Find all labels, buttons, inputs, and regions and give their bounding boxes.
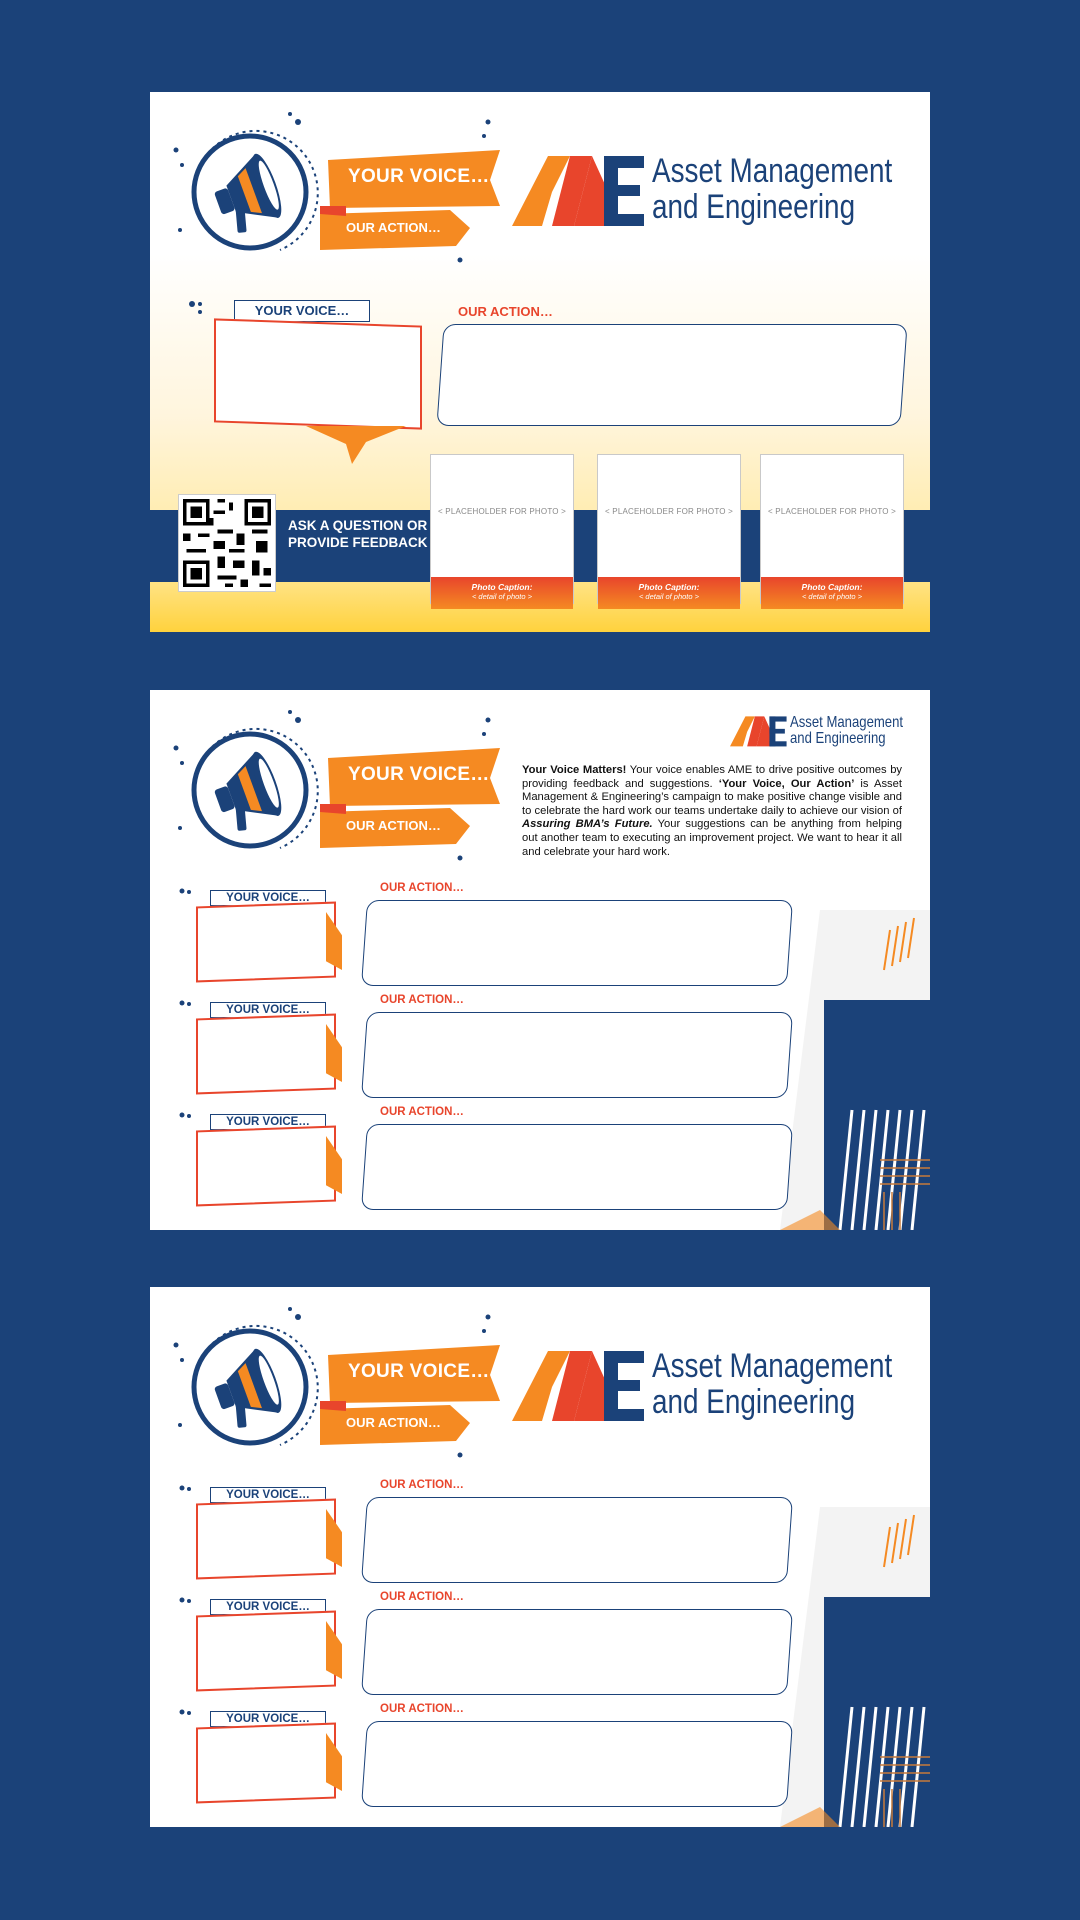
- megaphone-icon: [170, 1305, 500, 1465]
- your-voice-tab: YOUR VOICE…: [210, 1114, 326, 1130]
- dots-decoration: [178, 1110, 194, 1126]
- our-action-label: OUR ACTION…: [380, 1703, 464, 1715]
- logo-line-2: and Engineering: [652, 1383, 856, 1421]
- dots-decoration: [178, 1483, 194, 1499]
- our-action-label: OUR ACTION…: [380, 882, 464, 894]
- dots-decoration: [186, 298, 206, 318]
- qr-code-icon: [179, 495, 275, 591]
- photo-caption: [431, 577, 573, 609]
- megaphone-badge: [170, 110, 500, 270]
- ame-logo-mark: [512, 152, 652, 228]
- your-voice-card: [214, 318, 422, 429]
- badge-voice-text: YOUR VOICE…: [348, 1361, 490, 1382]
- ribbon-tail: [306, 426, 406, 466]
- logo-line-2: and Engineering: [790, 730, 886, 747]
- our-action-label: OUR ACTION…: [380, 1106, 464, 1118]
- photo-placeholder-text: < PLACEHOLDER FOR PHOTO >: [605, 507, 733, 516]
- logo-line-2: and Engineering: [652, 188, 856, 226]
- your-voice-card[interactable]: [196, 902, 336, 983]
- ame-logo: [512, 152, 912, 232]
- ame-logo: [730, 714, 930, 754]
- dots-decoration: [178, 998, 194, 1014]
- intro-paragraph: [522, 764, 902, 859]
- feedback-row-3: [150, 1703, 930, 1811]
- your-voice-card[interactable]: [196, 1499, 336, 1580]
- your-voice-tab: YOUR VOICE…: [234, 300, 370, 322]
- our-action-box[interactable]: [361, 1609, 793, 1695]
- badge-action-text: OUR ACTION…: [346, 220, 441, 235]
- photo-placeholder-3: [760, 454, 904, 604]
- your-voice-tab: YOUR VOICE…: [210, 1599, 326, 1615]
- intro-quote: ‘Your Voice, Our Action’: [718, 777, 855, 790]
- photo-caption-detail: < detail of photo >: [801, 592, 863, 601]
- feedback-row-2: [150, 1591, 930, 1699]
- intro-text-2: is Asset Management & Engineering’s campaign to make positive change visible and to celebrate the hard work our teams undertake daily to achieve our vision of: [522, 777, 902, 817]
- badge-action-text: OUR ACTION…: [346, 1415, 441, 1430]
- badge-voice-text: YOUR VOICE…: [348, 166, 490, 187]
- your-voice-card[interactable]: [196, 1723, 336, 1804]
- photo-placeholder-2: [597, 454, 741, 604]
- photo-placeholder-text: < PLACEHOLDER FOR PHOTO >: [768, 507, 896, 516]
- our-action-label: OUR ACTION…: [380, 1479, 464, 1491]
- dots-decoration: [178, 1595, 194, 1611]
- intro-text-1: Your voice enables AME to drive positive outcomes by providing feedback and suggestions.: [522, 764, 903, 790]
- ame-logo-mark: [512, 1347, 652, 1423]
- photo-placeholder-1: [430, 454, 574, 604]
- our-action-box[interactable]: [361, 900, 793, 986]
- your-voice-tab: YOUR VOICE…: [210, 1487, 326, 1503]
- our-action-box[interactable]: [361, 1012, 793, 1098]
- your-voice-tab: YOUR VOICE…: [210, 1002, 326, 1018]
- ame-logo: [512, 1347, 912, 1427]
- intro-text-3: Your suggestions can be anything from helping out another team to executing an improvement project. We want to hear it all and celebrate your hard work.: [522, 818, 902, 858]
- megaphone-icon: [170, 110, 500, 270]
- your-voice-tab: YOUR VOICE…: [210, 1711, 326, 1727]
- your-voice-tab: YOUR VOICE…: [210, 890, 326, 906]
- feedback-board-standard: [150, 1287, 930, 1827]
- photo-caption-title: Photo Caption:: [471, 582, 533, 592]
- photo-caption-title: Photo Caption:: [638, 582, 700, 592]
- logo-line-1: Asset Management: [790, 714, 904, 731]
- feedback-board-with-intro: [150, 690, 930, 1230]
- feedback-board-large: [150, 92, 930, 632]
- photo-caption: [761, 577, 903, 609]
- your-voice-card[interactable]: [196, 1126, 336, 1207]
- our-action-label: OUR ACTION…: [380, 994, 464, 1006]
- qr-code[interactable]: [178, 494, 276, 592]
- logo-line-1: Asset Management: [652, 1347, 893, 1385]
- megaphone-icon: [170, 708, 500, 868]
- photo-caption-title: Photo Caption:: [801, 582, 863, 592]
- our-action-box[interactable]: [361, 1124, 793, 1210]
- feedback-row-1: [150, 1479, 930, 1587]
- photo-caption: [598, 577, 740, 609]
- your-voice-card[interactable]: [196, 1611, 336, 1692]
- megaphone-badge: [170, 708, 500, 868]
- dots-decoration: [178, 886, 194, 902]
- logo-line-1: Asset Management: [652, 152, 893, 190]
- badge-voice-text: YOUR VOICE…: [348, 764, 490, 785]
- intro-lead: Your Voice Matters!: [522, 764, 627, 776]
- your-voice-card[interactable]: [196, 1014, 336, 1095]
- photo-caption-detail: < detail of photo >: [638, 592, 700, 601]
- dots-decoration: [178, 1707, 194, 1723]
- our-action-box[interactable]: [361, 1721, 793, 1807]
- photo-caption-detail: < detail of photo >: [471, 592, 533, 601]
- feedback-row-1: [150, 882, 930, 990]
- ask-feedback-text: ASK A QUESTION OR PROVIDE FEEDBACK: [288, 518, 428, 550]
- our-action-box[interactable]: [361, 1497, 793, 1583]
- our-action-box[interactable]: [436, 324, 907, 426]
- photo-placeholder-text: < PLACEHOLDER FOR PHOTO >: [438, 507, 566, 516]
- feedback-row-2: [150, 994, 930, 1102]
- intro-vision: Assuring BMA’s Future.: [522, 818, 653, 831]
- badge-action-text: OUR ACTION…: [346, 818, 441, 833]
- our-action-label: OUR ACTION…: [380, 1591, 464, 1603]
- megaphone-badge: [170, 1305, 500, 1465]
- our-action-label: OUR ACTION…: [458, 304, 553, 319]
- feedback-row-3: [150, 1106, 930, 1214]
- ame-logo-mark: [730, 714, 790, 748]
